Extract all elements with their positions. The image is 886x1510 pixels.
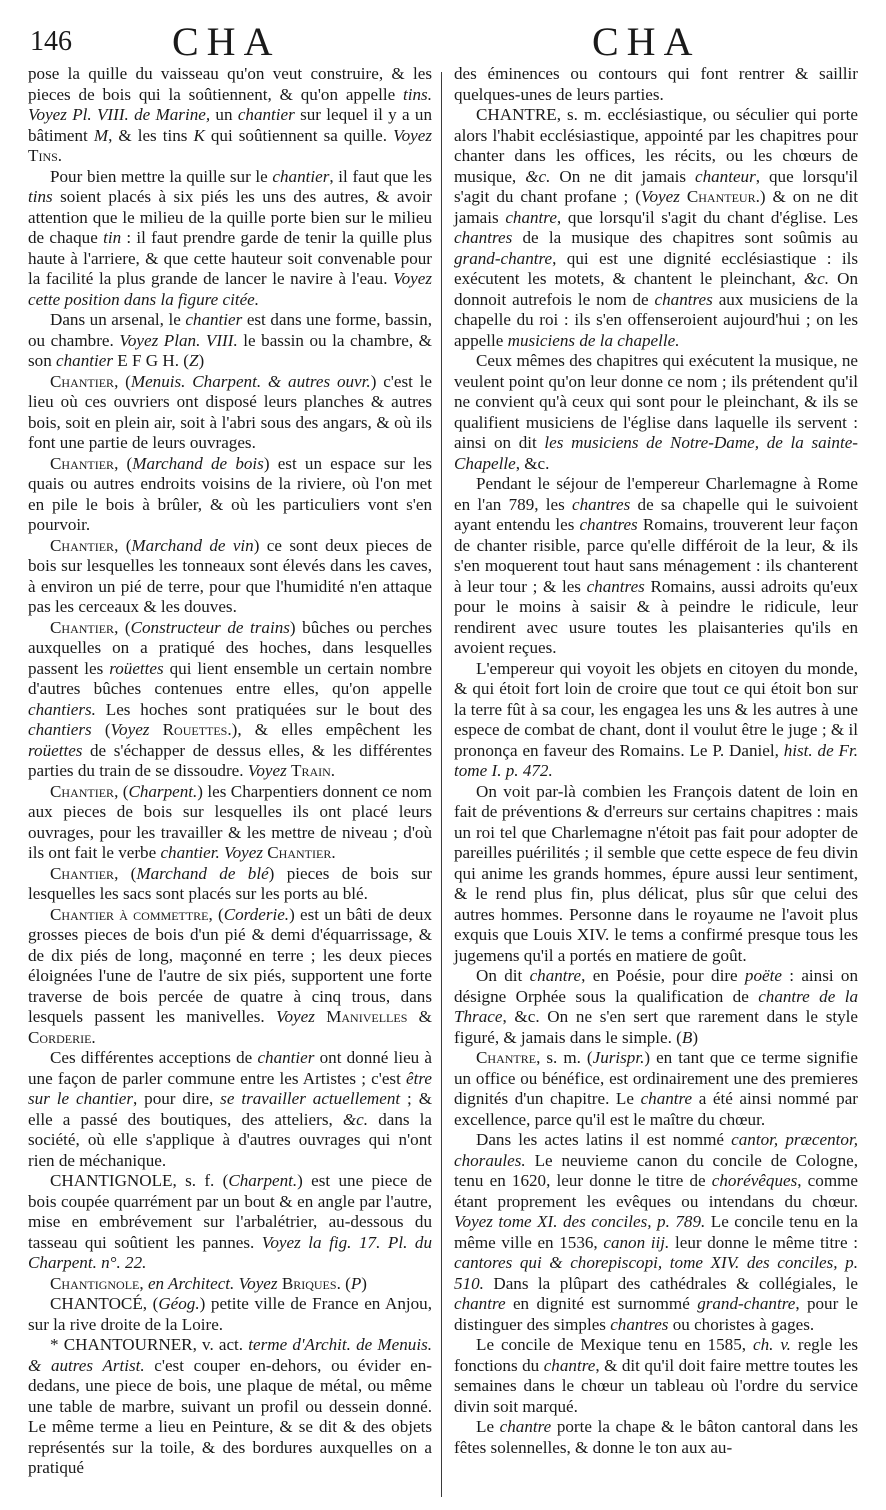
running-head-left: CHA (172, 19, 281, 64)
column-divider (441, 72, 442, 1497)
paragraph: Chantier, (Marchand de bois) est un espace sur les quais ou autres endroits voisins de la riviere, où l'on met en pile le bois à brûler, & où les particuliers vont s'en pourvoir. (28, 453, 432, 534)
paragraph: Pour bien mettre la quille sur le chantier, il faut que les tins soient placés à six piés les uns des autres, & avoir attention que le milieu de la quille porte bien sur le milieu de chaque tin : il faut prendre garde de tenir la quille plus haute à l'arriere, & que cette hauteur soit convenable pour la facilité la plus grande de lancer le navire à l'eau. Voyez cette position dans la figure citée. (28, 166, 432, 309)
paragraph: Pendant le séjour de l'empereur Charlemagne à Rome en l'an 789, les chantres de sa chapelle qui le suivoient ayant entendu les chantres Romains, trouverent leur façon de chanter risible, parce qu'elle différoit de la leur, & ils s'en moquerent tout haut sans ménagement : ils chanterent à leur tour ; & les chantres Romains, aussi adroits qu'eux pour le moins à saisir & à peindre le ridicule, leur rendirent avec usure toutes les plaisanteries qu'ils en avoient reçues. (454, 474, 859, 657)
page-number: 146 (30, 26, 72, 57)
paragraph: Chantre, s. m. (Jurispr.) en tant que ce terme signifie un office ou bénéfice, est ordinairement une des premieres dignités d'un chapitre. Le chantre a été ainsi nommé par excellence, parce qu'il est le maître du chœur. (454, 1048, 859, 1129)
paragraph: Chantier à commettre, (Corderie.) est un bâti de deux grosses pieces de bois d'un pié & demi d'équarrissage, & de dix piés de long, maçonné en terre ; les deux pieces éloignées l'une de l'autre de six piés, supportent une forte traverse de bois percée de quatre à cinq trous, dans lesquels passent les manivelles. Voyez Manivelles & Corderie. (28, 904, 432, 1047)
paragraph: des éminences ou contours qui font rentrer & saillir quelques-unes de leurs parties. (454, 64, 858, 104)
paragraph: * CHANTOURNER, v. act. terme d'Archit. de Menuis. & autres Artist. c'est couper en-dehors, ou évider en-dedans, une piece de bois, une plaque de métal, ou même une table de marbre, suivant un profil ou dessein donné. Le même terme a lieu en Peinture, & se dit & des objets représentés sur la toile, & des bordures auxquelles on a pratiqué (28, 1335, 432, 1477)
paragraph: Le concile de Mexique tenu en 1585, ch. v. regle les fonctions du chantre, & dit qu'il doit faire mettre toutes les semaines dans le chœur un tableau où l'ordre du service divin soit marqué. (454, 1335, 858, 1416)
right-column (454, 64, 858, 1458)
paragraph: Chantier, (Menuis. Charpent. & autres ouvr.) c'est le lieu où ces ouvriers ont disposé leurs planches & autres bois, soit en plein air, soit à l'abri sous des angars, & où ils font une partie de leurs ouvrages. (28, 371, 433, 452)
paragraph: Le chantre porte la chape & le bâton cantoral dans les fêtes solennelles, & donne le ton aux au- (454, 1417, 858, 1457)
paragraph: Dans les actes latins il est nommé cantor, præcentor, choraules. Le neuvieme canon du concile de Cologne, tenu en 1620, leur donne le titre de chorévêques, comme étant proprement les evêques ou intendans du chœur. Voyez tome XI. des conciles, p. 789. Le concile tenu en la même ville en 1536, canon iij. leur donne le même titre : cantores qui & chorepiscopi, tome XIV. des conciles, p. 510. Dans la plûpart des cathédrales & collégiales, le chantre en dignité est surnommé grand-chantre, pour le distinguer des simples chantres ou choristes à gages. (454, 1130, 858, 1334)
paragraph: On dit chantre, en Poésie, pour dire poëte : ainsi on désigne Orphée sous la qualification de chantre de la Thrace, &c. On ne s'en sert que rarement dans le style figuré, & jamais dans le simple. (B) (454, 966, 859, 1047)
paragraph: pose la quille du vaisseau qu'on veut construire, & les pieces de bois qui la soûtiennent, & qu'on appelle tins. Voyez Pl. VIII. de Marine, un chantier sur lequel il y a un bâtiment M, & les tins K qui soûtiennent sa quille. Voyez Tins. (28, 64, 433, 165)
paragraph: Ceux mêmes des chapitres qui exécutent la musique, ne veulent point qu'on leur donne ce nom ; ils prétendent qu'il ne convient qu'à ceux qui sont pour le pleinchant, & ils se qualifient musiciens de l'église dans laquelle ils servent : ainsi on dit les musiciens de Notre-Dame, de la sainte-Chapelle, &c. (454, 351, 858, 473)
paragraph: Ces différentes acceptions de chantier ont donné lieu à une façon de parler commune entre les Artistes ; c'est être sur le chantier, pour dire, se travailler actuellement ; & elle a passé des boutiques, des atteliers, &c. dans la société, où elle s'applique à d'autres ouvrages qui n'ont rien de méchanique. (28, 1048, 433, 1170)
paragraph: CHANTIGNOLE, s. f. (Charpent.) est une piece de bois coupée quarrément par un bout & en angle par l'autre, mise en embrévement sur l'arbalétrier, au-dessous du tasseau qui soûtient les pannes. Voyez la fig. 17. Pl. du Charpent. n°. 22. (28, 1171, 432, 1272)
paragraph: Dans un arsenal, le chantier est dans une forme, bassin, ou chambre. Voyez Plan. VIII. le bassin ou la chambre, & son chantier E F G H. (Z) (28, 310, 432, 370)
paragraph: On voit par-là combien les François datent de loin en fait de préventions & d'erreurs sur certains chapitres : mais un roi tel que Charlemagne n'étoit pas fait pour adopter de pareilles puérilités ; il semble que cette espece de feu divin qui anime les grands hommes, épure aussi leur sentiment, & le rend plus fin, plus délicat, plus sûr que celui des autres hommes. Personne dans le royaume ne l'avoit plus exquis que Louis XIV. le tems a confirmé presque tous les jugemens qu'il a portés en matiere de goût. (454, 781, 858, 965)
paragraph: Chantier, (Marchand de blé) pieces de bois sur lesquelles les sacs sont placés sur les ports au blé. (28, 863, 432, 903)
paragraph: CHANTRE, s. m. ecclésiastique, ou séculier qui porte alors l'habit ecclésiastique, appointé par les chapitres pour chanter dans les offices, les récits, ou les chœurs de musique, &c. On ne dit jamais chanteur, que lorsqu'il s'agit du chant profane ; (Voyez Chanteur.) & on ne dit jamais chantre, que lorsqu'il s'agit du chant d'église. Les chantres de la musique des chapitres sont soûmis au grand-chantre, qui est une dignité ecclésiastique : ils exécutent les motets, & chantent le pleinchant, &c. On donnoit autrefois le nom de chantres aux musiciens de la chapelle du roi : ils s'en offenseroient aujourd'hui ; on les appelle musiciens de la chapelle. (454, 105, 858, 350)
running-head-right: CHA (592, 19, 701, 64)
paragraph: CHANTOCÉ, (Géog.) petite ville de France en Anjou, sur la rive droite de la Loire. (28, 1294, 432, 1334)
paragraph: Chantier, (Marchand de vin) ce sont deux pieces de bois sur lesquelles les tonneaux sont élevés dans les caves, à environ un pié de terre, pour que l'humidité n'en attaque pas les cerceaux & les douves. (28, 535, 432, 616)
paragraph: Chantier, (Charpent.) les Charpentiers donnent ce nom aux pieces de bois sur lesquelles ils ont placé leurs ouvrages, pour les travailler & les mettre de niveau ; d'où ils ont fait le verbe chantier. Voyez Chantier. (28, 781, 432, 862)
paragraph: Chantignole, en Architect. Voyez Briques. (P) (50, 1273, 367, 1293)
paragraph: L'empereur qui voyoit les objets en citoyen du monde, & qui étoit fort loin de croire que tout ce qui étoit bon sur la terre fût à sa cour, les engagea les uns & les autres à une espece de combat de chant, dont il voulut être le juge ; & il prononça en faveur des Romains. Le P. Daniel, hist. de Fr. tome I. p. 472. (454, 658, 858, 780)
paragraph: Chantier, (Constructeur de trains) bûches ou perches auxquelles on a pratiqué des hoches, dans lesquelles passent les roüettes qui lient ensemble un certain nombre d'autres bûches contenues entre elles, qu'on appelle chantiers. Les hoches sont pratiquées sur le bout des chantiers (Voyez Rouettes.), & elles empêchent les roüettes de s'échapper de dessus elles, & les différentes parties du train de se dissoudre. Voyez Train. (28, 617, 432, 780)
left-column (28, 64, 432, 1479)
